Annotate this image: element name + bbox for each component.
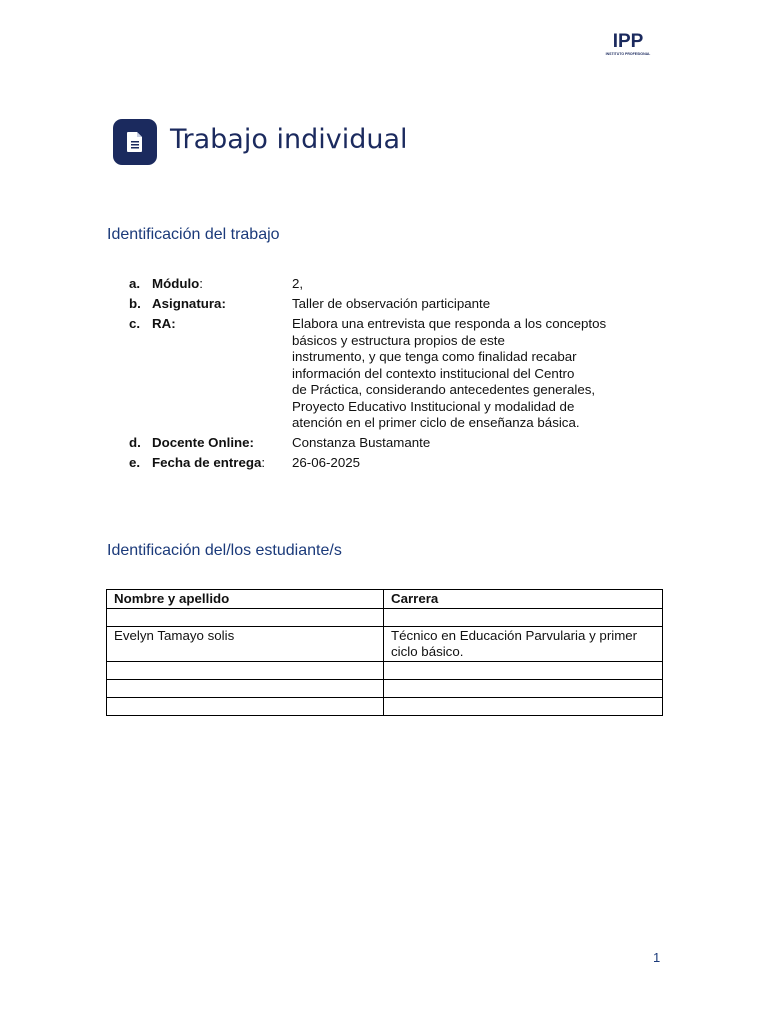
table-cell — [384, 680, 663, 698]
table-cell: Técnico en Educación Parvularia y primer ciclo básico. — [384, 627, 663, 662]
item-letter: b. — [129, 296, 141, 311]
item-label: Fecha de entrega: — [152, 455, 266, 470]
item-letter: e. — [129, 455, 141, 470]
item-value: Elabora una entrevista que responda a los conceptos básicos y estructura propios de este instrumento, y que tenga como finalidad recabar información del contexto institucional del Centro de Práctica, considerando antecedentes generales, Proyecto Educativo Institucional y modalidad de atención en el primer ciclo de enseñanza básica. — [292, 316, 607, 430]
item-value: 26-06-2025 — [292, 455, 361, 470]
table-cell — [384, 609, 663, 627]
page-title: Trabajo individual — [170, 124, 408, 155]
logo-subtitle: INSTITUTO PROFESIONAL — [605, 52, 651, 56]
item-label: Módulo: — [152, 276, 203, 291]
item-letter: a. — [129, 276, 141, 291]
column-header-name: Nombre y apellido — [107, 590, 384, 609]
item-value: Constanza Bustamante — [292, 435, 431, 450]
ipp-logo — [604, 32, 652, 57]
table-cell: Evelyn Tamayo solis — [107, 627, 384, 662]
table-row — [107, 698, 663, 716]
section-title-students: Identificación del/los estudiante/s — [107, 542, 342, 559]
info-item-ra — [129, 316, 649, 432]
item-letter: c. — [129, 316, 141, 331]
table-row — [107, 609, 663, 627]
item-label: Docente Online: — [152, 435, 254, 450]
item-letter: d. — [129, 435, 141, 450]
students-table — [106, 589, 663, 716]
table-header-row — [107, 590, 663, 609]
table-row — [107, 680, 663, 698]
table-cell — [384, 662, 663, 680]
table-row — [107, 627, 663, 662]
page-number: 1 — [653, 950, 661, 965]
info-item-due-date — [129, 455, 649, 472]
item-value: 2, — [292, 276, 304, 291]
info-item-teacher — [129, 435, 649, 452]
item-label: RA: — [152, 316, 176, 331]
info-item-module — [129, 276, 649, 293]
document-icon — [113, 119, 157, 165]
logo-text: IPP — [612, 31, 644, 52]
table-cell — [107, 698, 384, 716]
info-item-subject — [129, 296, 649, 313]
table-cell — [107, 680, 384, 698]
item-value: Taller de observación participante — [292, 296, 491, 311]
column-header-career: Carrera — [384, 590, 663, 609]
table-cell — [384, 698, 663, 716]
section-title-work: Identificación del trabajo — [107, 226, 280, 243]
table-cell — [107, 662, 384, 680]
work-info-list — [129, 276, 649, 475]
table-row — [107, 662, 663, 680]
table-cell — [107, 609, 384, 627]
item-label: Asignatura: — [152, 296, 226, 311]
